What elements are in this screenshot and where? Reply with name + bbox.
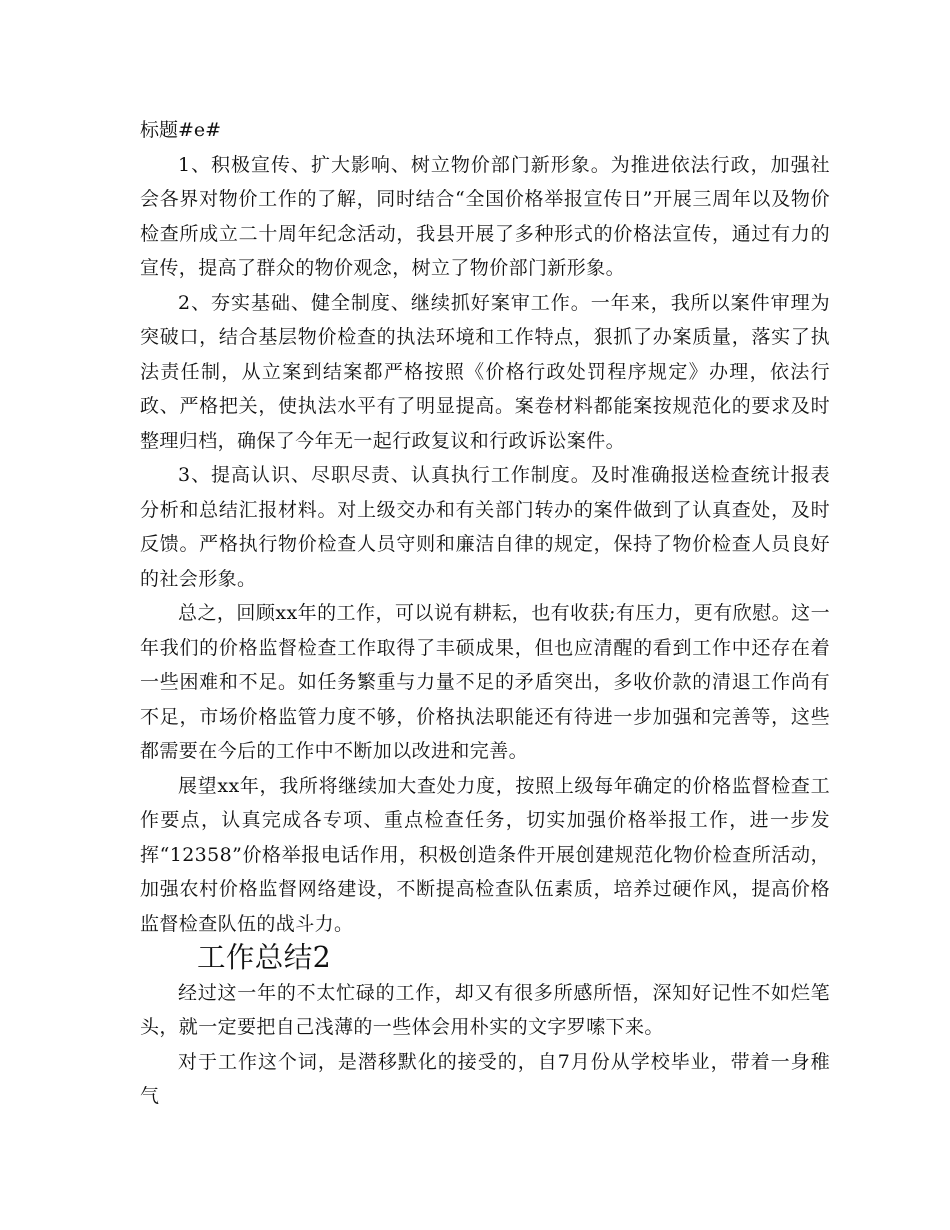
- section-heading: 工作总结2: [197, 941, 332, 974]
- paragraph-case-review: 2、夯实基础、健全制度、继续抓好案审工作。一年来，我所以案件审理为突破口，结合基层物价检查的执法环境和工作特点，狠抓了办案质量，落实了执法责任制，从立案到结案都严格按照《价格行政处罚程序规定》办理，依法行政、严格把关，使执法水平有了明显提高。案卷材料都能案按规范化的要求及时整理归档，确保了今年无一起行政复议和行政诉讼案件。: [140, 291, 830, 452]
- document-title: 标题#e#: [140, 119, 222, 141]
- paragraph-summary: 总之，回顾xx年的工作，可以说有耕耘，也有收获;有压力，更有欣慰。这一年我们的价格监督检查工作取得了丰硕成果，但也应清醒的看到工作中还存在着一些困难和不足。如任务繁重与力量不足的矛盾突出，多收价款的清退工作尚有不足，市场价格监管力度不够，价格执法职能还有待进一步加强和完善等，这些都需要在今后的工作中不断加以改进和完善。: [140, 602, 830, 762]
- paragraph-work-system: 3、提高认识、尽职尽责、认真执行工作制度。及时准确报送检查统计报表分析和总结汇报材料。对上级交办和有关部门转办的案件做到了认真查处，及时反馈。严格执行物价检查人员守则和廉洁自律的规定，保持了物价检查人员良好的社会形象。: [140, 464, 830, 590]
- paragraph-work-intro: 对于工作这个词，是潜移默化的接受的，自7月份从学校毕业，带着一身稚气: [140, 1050, 830, 1107]
- paragraph-reflection: 经过这一年的不太忙碌的工作，却又有很多所感所悟，深知好记性不如烂笔头，就一定要把自己浅薄的一些体会用朴实的文字罗嗦下来。: [140, 981, 830, 1038]
- document-page: [140, 113, 830, 1114]
- paragraph-publicity: 1、积极宣传、扩大影响、树立物价部门新形象。为推进依法行政，加强社会各界对物价工作的了解，同时结合“全国价格举报宣传日”开展三周年以及物价检查所成立二十周年纪念活动，我县开展了多种形式的价格法宣传，通过有力的宣传，提高了群众的物价观念，树立了物价部门新形象。: [140, 153, 830, 279]
- paragraph-outlook: 展望xx年，我所将继续加大查处力度，按照上级每年确定的价格监督检查工作要点，认真完成各专项、重点检查任务，切实加强价格举报工作，进一步发挥“12358”价格举报电话作用，积极创造条件开展创建规范化物价检查所活动，加强农村价格监督网络建设，不断提高检查队伍素质，培养过硬作风，提高价格监督检查队伍的战斗力。: [140, 774, 830, 935]
